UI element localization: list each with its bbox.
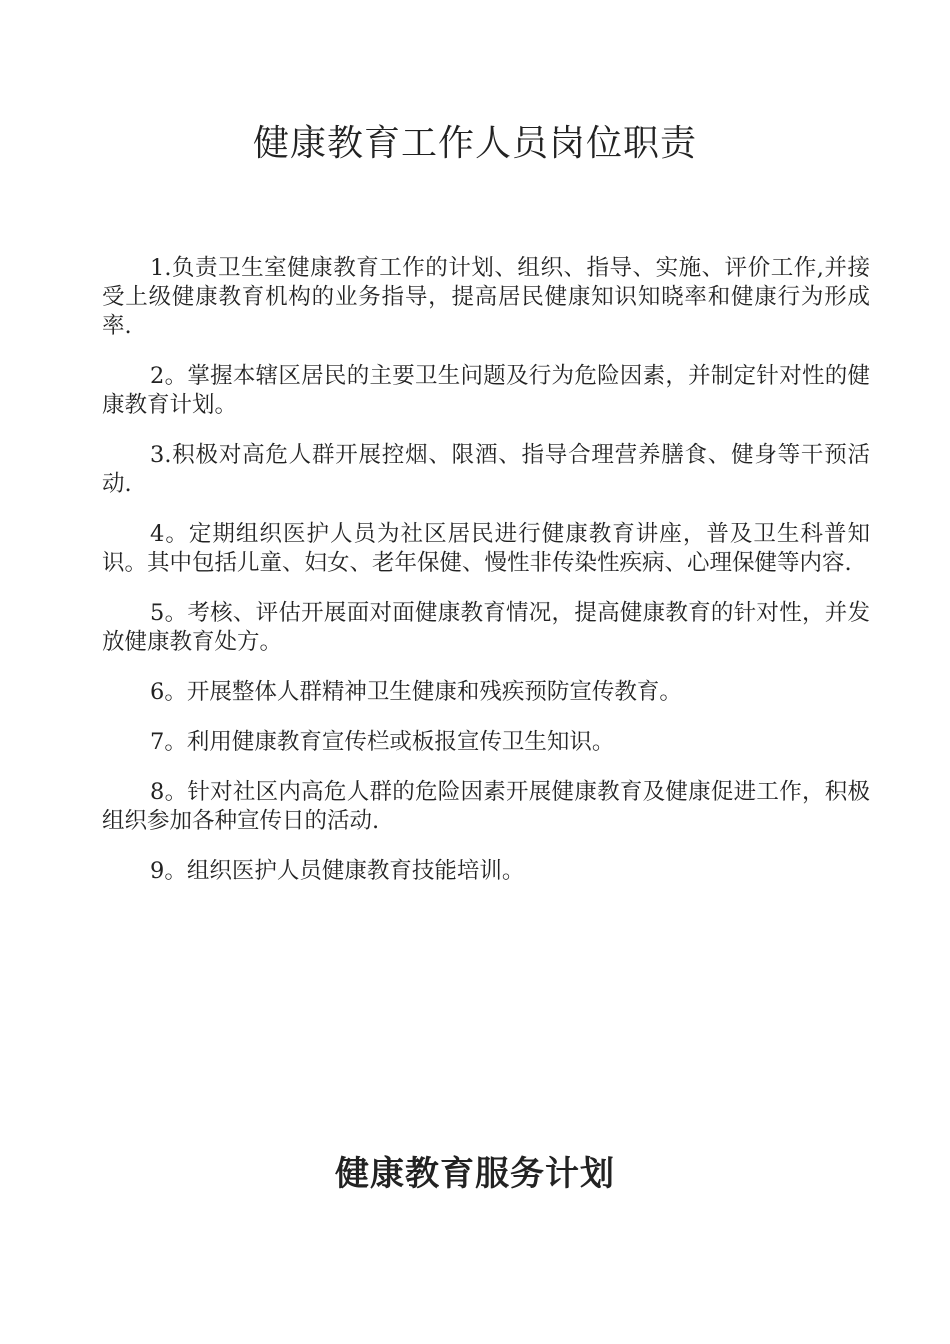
duties-list [102, 254, 870, 907]
duty-item-7: 7。利用健康教育宣传栏或板报宣传卫生知识。 [150, 729, 615, 755]
document-title: 健康教育工作人员岗位职责 [252, 123, 697, 164]
duty-item-5: 5。考核、评估开展面对面健康教育情况，提高健康教育的针对性，并发放健康教育处方。 [102, 600, 870, 655]
duty-item-3: 3.积极对高危人群开展控烟、限酒、指导合理营养膳食、健身等干预活动. [102, 442, 870, 497]
duty-item-8: 8。针对社区内高危人群的危险因素开展健康教育及健康促进工作，积极组织参加各种宣传日的活动. [102, 779, 870, 834]
duty-item-6: 6。开展整体人群精神卫生健康和残疾预防宣传教育。 [150, 679, 682, 705]
duty-item-1: 1.负责卫生室健康教育工作的计划、组织、指导、实施、评价工作,并接受上级健康教育机构的业务指导，提高居民健康知识知晓率和健康行为形成率. [102, 255, 870, 339]
next-section-title: 健康教育服务计划 [335, 1154, 615, 1194]
duty-item-2: 2。掌握本辖区居民的主要卫生问题及行为危险因素，并制定针对性的健康教育计划。 [102, 363, 870, 418]
duty-item-9: 9。组织医护人员健康教育技能培训。 [150, 858, 525, 884]
duty-item-4: 4。定期组织医护人员为社区居民进行健康教育讲座，普及卫生科普知识。其中包括儿童、妇女、老年保健、慢性非传染性疾病、心理保健等内容. [102, 521, 870, 576]
